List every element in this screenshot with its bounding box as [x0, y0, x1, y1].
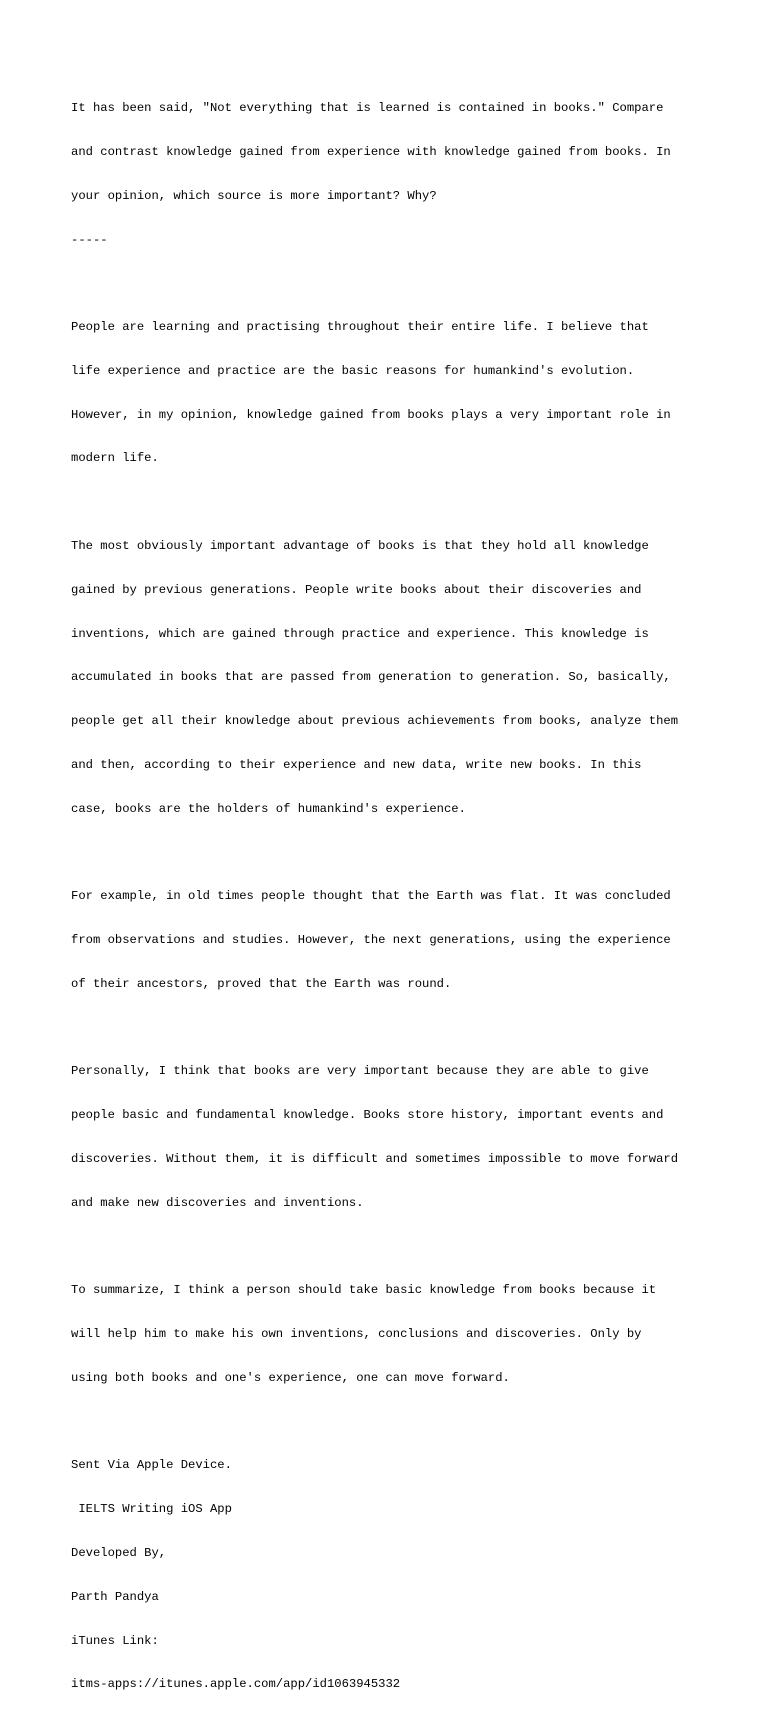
- paragraph-line: Personally, I think that books are very important because they are able to give: [71, 1064, 649, 1079]
- paragraph-advantage: [71, 510, 711, 846]
- paragraph-line: using both books and one's experience, one can move forward.: [71, 1370, 510, 1385]
- prompt-line: and contrast knowledge gained from experience with knowledge gained from books. In: [71, 144, 671, 159]
- paragraph-introduction: [71, 291, 711, 495]
- paragraph-line: case, books are the holders of humankind's experience.: [71, 801, 466, 816]
- paragraph-line: will help him to make his own inventions, conclusions and discoveries. Only by: [71, 1327, 642, 1342]
- prompt-line: It has been said, "Not everything that is learned is contained in books." Compare: [71, 101, 664, 116]
- paragraph-line: People are learning and practising throughout their entire life. I believe that: [71, 320, 649, 335]
- paragraph-line: life experience and practice are the basic reasons for humankind's evolution.: [71, 363, 635, 378]
- paragraph-line: people get all their knowledge about previous achievements from books, analyze them: [71, 714, 679, 729]
- paragraph-line: gained by previous generations. People write books about their discoveries and: [71, 582, 642, 597]
- paragraph-line: discoveries. Without them, it is difficult and sometimes impossible to move forward: [71, 1151, 679, 1166]
- signature-itunes-label: iTunes Link:: [71, 1633, 159, 1648]
- signature-developer-name: Parth Pandya: [71, 1589, 159, 1604]
- prompt-separator: -----: [71, 232, 108, 247]
- paragraph-line: The most obviously important advantage of books is that they hold all knowledge: [71, 539, 649, 553]
- paragraph-line: of their ancestors, proved that the Earth was round.: [71, 976, 452, 991]
- paragraph-line: inventions, which are gained through practice and experience. This knowledge is: [71, 626, 649, 641]
- paragraph-personal-opinion: [71, 1035, 711, 1239]
- paragraph-line: people basic and fundamental knowledge. Books store history, important events and: [71, 1108, 664, 1123]
- paragraph-line: accumulated in books that are passed from generation to generation. So, basically,: [71, 670, 671, 685]
- signature-sent-via: Sent Via Apple Device.: [71, 1458, 232, 1473]
- essay-prompt: [71, 72, 711, 276]
- paragraph-line: For example, in old times people thought that the Earth was flat. It was concluded: [71, 889, 671, 904]
- email-signature: [71, 1429, 711, 1721]
- paragraph-line: However, in my opinion, knowledge gained from books plays a very important role in: [71, 407, 671, 422]
- signature-developed-by: Developed By,: [71, 1545, 167, 1560]
- paragraph-line: To summarize, I think a person should take basic knowledge from books because it: [71, 1283, 657, 1298]
- paragraph-line: and then, according to their experience and new data, write new books. In this: [71, 757, 642, 772]
- paragraph-example: [71, 860, 711, 1021]
- prompt-line: your opinion, which source is more important? Why?: [71, 188, 437, 203]
- paragraph-line: and make new discoveries and inventions.: [71, 1195, 364, 1210]
- paragraph-conclusion: [71, 1254, 711, 1415]
- itunes-link[interactable]: itms-apps://itunes.apple.com/app/id1063945332: [71, 1677, 401, 1692]
- email-body: [71, 72, 711, 1736]
- paragraph-line: modern life.: [71, 451, 159, 466]
- paragraph-line: from observations and studies. However, the next generations, using the experience: [71, 933, 671, 948]
- signature-app-name: IELTS Writing iOS App: [71, 1502, 232, 1517]
